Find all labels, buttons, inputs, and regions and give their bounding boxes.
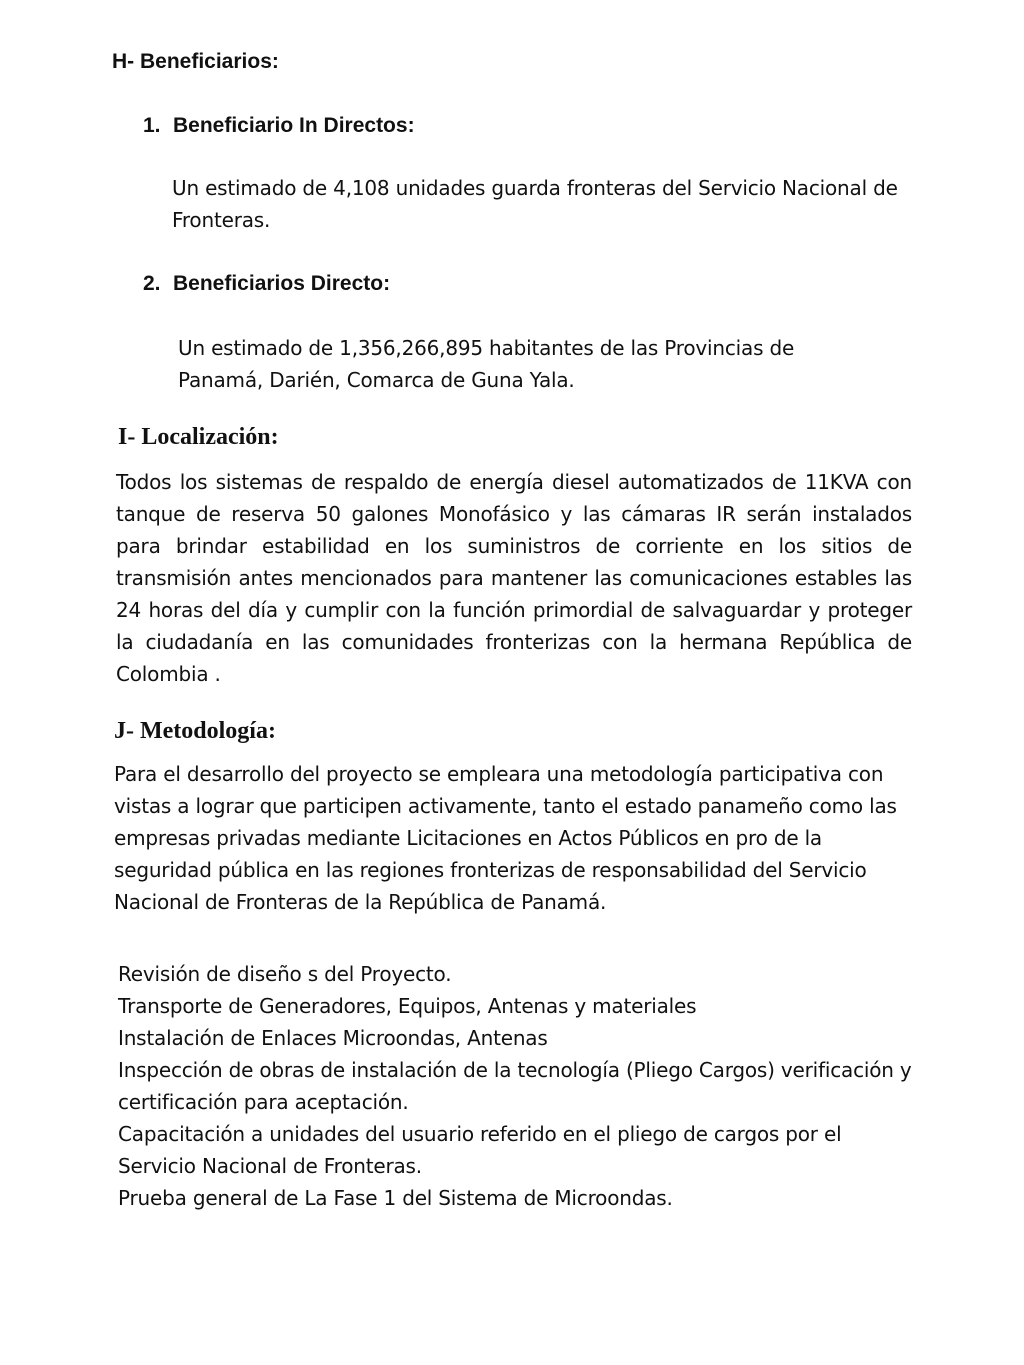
section-i-paragraph: Todos los sistemas de respaldo de energía diesel automatizados de 11KVA con tanque de reserva 50 galones Monofásico y las cámaras IR serán instalados para brindar estabilidad en los suministros de corriente en los sitios de transmisión antes mencionados para mantener las comunicaciones estables las 24 horas del día y cumplir con la función primordial de salvaguardar y proteger la ciudadanía en las comunidades fronterizas con la hermana República de Colombia . — [116, 470, 912, 686]
beneficiary-item-1-heading — [143, 112, 415, 140]
beneficiary-item-1-text: Un estimado de 4,108 unidades guarda fronteras del Servicio Nacional de Fronteras. — [172, 176, 898, 232]
list-item: Transporte de Generadores, Equipos, Antenas y materiales — [118, 994, 697, 1018]
section-i-title: I- Localización: — [118, 424, 279, 450]
methodology-steps-list — [118, 958, 918, 1214]
item-heading: Beneficiario In Directos: — [173, 114, 415, 137]
section-j-title: J- Metodología: — [114, 718, 276, 744]
section-j-paragraph: Para el desarrollo del proyecto se empleara una metodología participativa con vistas a lograr que participen activamente, tanto el estado panameño como las empresas privadas mediante Licitaciones en Actos Públicos en pro de la seguridad pública en las regiones fronterizas de responsabilidad del Servicio Nacional de Fronteras de la República de Panamá. — [114, 762, 897, 914]
section-h-title: H- Beneficiarios: — [112, 50, 279, 73]
list-item: Revisión de diseño s del Proyecto. — [118, 962, 452, 986]
list-item: Instalación de Enlaces Microondas, Antenas — [118, 1026, 548, 1050]
list-item: Prueba general de La Fase 1 del Sistema de Microondas. — [118, 1186, 673, 1210]
item-heading: Beneficiarios Directo: — [173, 272, 391, 295]
item-number: 2. — [143, 272, 161, 295]
beneficiary-item-2-heading — [143, 270, 390, 298]
list-item: Inspección de obras de instalación de la tecnología (Pliego Cargos) verificación y certificación para aceptación. — [118, 1058, 912, 1114]
beneficiary-item-2-text: Un estimado de 1,356,266,895 habitantes de las Provincias de Panamá, Darién, Comarca de Guna Yala. — [178, 336, 795, 392]
list-item: Capacitación a unidades del usuario referido en el pliego de cargos por el Servicio Nacional de Fronteras. — [118, 1122, 842, 1178]
item-number: 1. — [143, 114, 161, 137]
